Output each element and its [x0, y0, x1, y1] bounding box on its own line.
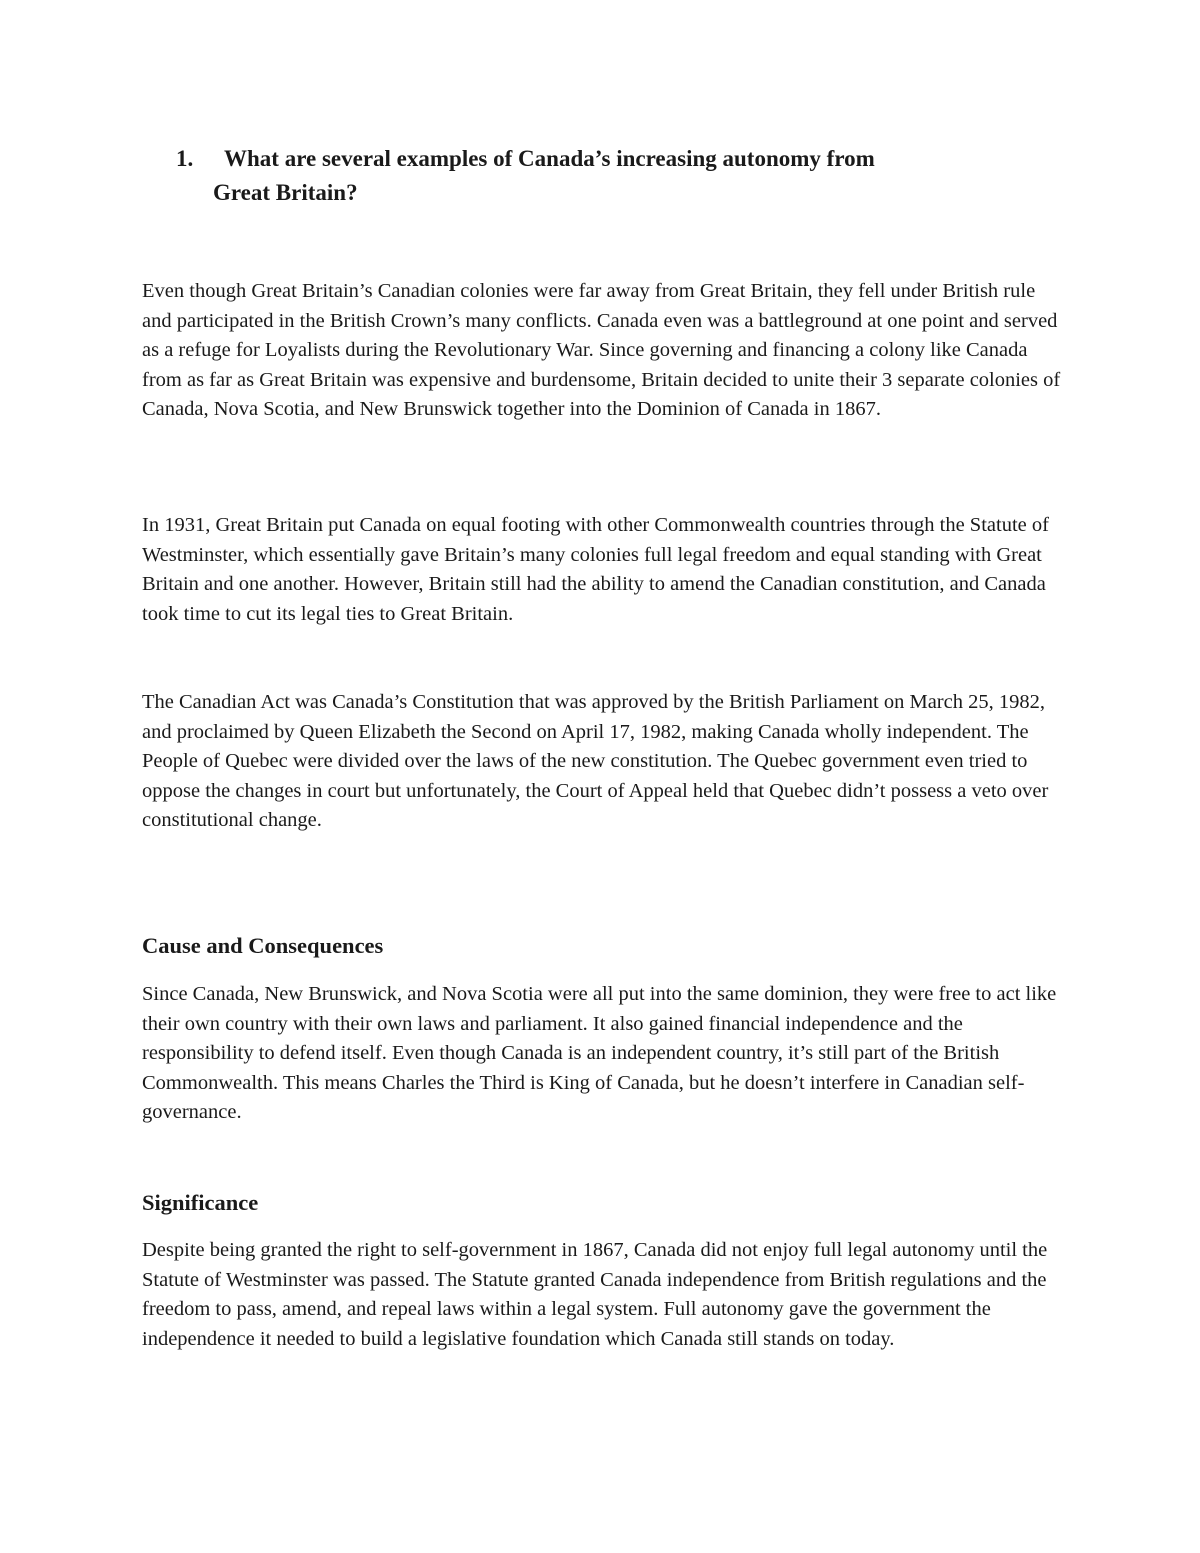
paragraph-westminster: In 1931, Great Britain put Canada on equal footing with other Commonwealth countries through the Statute of Westminster, which essentially gave Britain’s many colonies full legal freedom and equal standing with Great Britain and one another. However, Britain still had the ability to amend the Canadian constitution, and Canada took time to cut its legal ties to Great Britain.	[142, 514, 1049, 625]
significance-heading: Significance	[142, 1190, 259, 1215]
cause-consequences-heading: Cause and Consequences	[142, 933, 384, 958]
paragraph-intro: Even though Great Britain’s Canadian colonies were far away from Great Britain, they fell under British rule and participated in the British Crown’s many conflicts. Canada even was a battleground at one point and served as a refuge for Loyalists during the Revolutionary War. Since governing and financing a colony like Canada from as far as Great Britain was expensive and burdensome, Britain decided to unite their 3 separate colonies of Canada, Nova Scotia, and New Brunswick together into the Dominion of Canada in 1867.	[142, 280, 1061, 420]
question-heading	[176, 142, 1076, 210]
paragraph-canadian-act: The Canadian Act was Canada’s Constitution that was approved by the British Parliament on March 25, 1982, and proclaimed by Queen Elizabeth the Second on April 17, 1982, making Canada wholly independent. The People of Quebec were divided over the laws of the new constitution. The Quebec government even tried to oppose the changes in court but unfortunately, the Court of Appeal held that Quebec didn’t possess a veto over constitutional change.	[142, 691, 1049, 831]
question-text-line2: Great Britain?	[213, 180, 358, 205]
question-number: 1.	[176, 146, 194, 171]
significance-paragraph: Despite being granted the right to self-government in 1867, Canada did not enjoy full legal autonomy until the Statute of Westminster was passed. The Statute granted Canada independence from British regulations and the freedom to pass, amend, and repeal laws within a legal system. Full autonomy gave the government the independence it needed to build a legislative foundation which Canada still stands on today.	[142, 1239, 1048, 1350]
cause-consequences-paragraph: Since Canada, New Brunswick, and Nova Scotia were all put into the same dominion, they were free to act like their own country with their own laws and parliament. It also gained financial independence and the responsibility to defend itself. Even though Canada is an independent country, it’s still part of the British Commonwealth. This means Charles the Third is King of Canada, but he doesn’t interfere in Canadian self-governance.	[142, 983, 1057, 1123]
question-text-line1: What are several examples of Canada’s increasing autonomy from	[224, 146, 875, 171]
